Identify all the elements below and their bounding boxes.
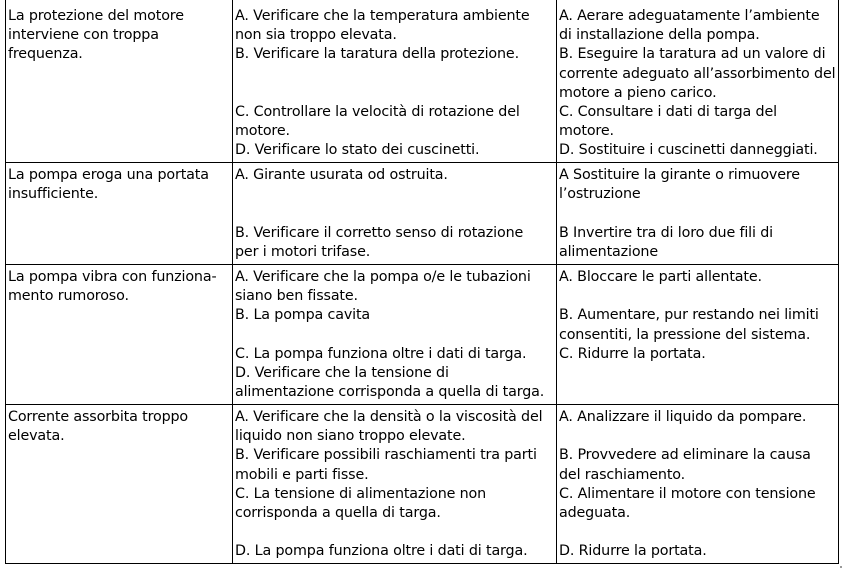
row-divider — [5, 264, 839, 265]
problem-line: mento rumoroso. — [8, 288, 129, 305]
remedy-line: l’ostruzione — [559, 186, 641, 203]
remedy-line: D. Ridurre la portata. — [559, 543, 707, 560]
remedy-line: C. Alimentare il motore con tensione — [559, 485, 816, 502]
remedy-line: B. Provvedere ad eliminare la causa — [559, 447, 811, 464]
problem-line: La pompa vibra con funziona- — [8, 269, 217, 285]
table-border-right — [838, 0, 839, 564]
remedy-line: D. Sostituire i cuscinetti danneggiati. — [559, 142, 818, 159]
remedy-line: A. Aerare adeguatamente l’ambiente — [559, 8, 820, 24]
table-resize-handle[interactable] — [840, 566, 842, 568]
problem-line: interviene con troppa — [8, 27, 159, 44]
check-line: C. La tensione di alimentazione non — [235, 485, 487, 502]
remedy-line: alimentazione — [559, 243, 658, 260]
problem-line: La pompa eroga una portata — [8, 167, 209, 183]
check-line: mobili e parti fisse. — [235, 466, 369, 483]
check-line: D. Verificare lo stato dei cuscinetti. — [235, 142, 480, 159]
check-line: C. La pompa funziona oltre i dati di targa. — [235, 345, 527, 362]
problem-line: insufficiente. — [8, 186, 99, 203]
check-line: B. Verificare possibili raschiamenti tra parti — [235, 447, 537, 464]
check-line: A. Verificare che la pompa o/e le tubazioni — [235, 269, 531, 285]
row-divider — [5, 162, 839, 163]
remedy-line: motore a pieno carico. — [559, 84, 717, 101]
problem-line: Corrente assorbita troppo — [8, 409, 189, 425]
troubleshooting-table — [5, 0, 839, 564]
check-line: A. Girante usurata od ostruita. — [235, 167, 448, 183]
remedy-line: B. Aumentare, pur restando nei limiti — [559, 307, 819, 324]
remedy-line: consentiti, la pressione del sistema. — [559, 326, 811, 343]
check-line: alimentazione corrisponda a quella di targa. — [235, 384, 545, 401]
table-border-bottom — [5, 563, 839, 564]
check-line: liquido non siano troppo elevate. — [235, 428, 466, 445]
column-divider — [232, 0, 233, 564]
check-line: siano ben fissate. — [235, 288, 358, 305]
check-line: D. La pompa funziona oltre i dati di targa. — [235, 543, 528, 560]
row-divider — [5, 404, 839, 405]
check-line: C. Controllare la velocità di rotazione del — [235, 104, 520, 120]
check-line: B. La pompa cavita — [235, 307, 371, 324]
check-line: corrisponda a quella di targa. — [235, 505, 441, 521]
remedy-line: A Sostituire la girante o rimuovere — [559, 167, 800, 183]
column-divider — [556, 0, 557, 564]
check-line: B. Verificare la taratura della protezione. — [235, 46, 519, 63]
remedy-line: motore. — [559, 123, 614, 140]
check-line: motore. — [235, 123, 290, 140]
problem-line: La protezione del motore — [8, 8, 184, 24]
remedy-line: B Invertire tra di loro due fili di — [559, 224, 773, 241]
problem-line: elevata. — [8, 428, 65, 445]
check-line: A. Verificare che la temperatura ambiente — [235, 8, 530, 24]
remedy-line: corrente adeguato all’assorbimento del — [559, 65, 836, 82]
problem-line: frequenza. — [8, 46, 83, 63]
check-line: A. Verificare che la densità o la viscosità del — [235, 409, 543, 425]
remedy-line: adeguata. — [559, 505, 631, 521]
remedy-line: di installazione della pompa. — [559, 27, 760, 44]
remedy-line: B. Eseguire la taratura ad un valore di — [559, 46, 826, 63]
check-line: non sia troppo elevata. — [235, 27, 397, 44]
remedy-line: A. Analizzare il liquido da pompare. — [559, 409, 807, 425]
remedy-line: C. Ridurre la portata. — [559, 345, 706, 362]
check-line: per i motori trifase. — [235, 243, 371, 260]
remedy-line: C. Consultare i dati di targa del — [559, 104, 777, 120]
check-line: B. Verificare il corretto senso di rotazione — [235, 224, 524, 241]
remedy-line: A. Bloccare le parti allentate. — [559, 269, 762, 285]
check-line: D. Verificare che la tensione di — [235, 365, 449, 381]
remedy-line: del raschiamento. — [559, 466, 686, 483]
table-border-left — [5, 0, 6, 564]
